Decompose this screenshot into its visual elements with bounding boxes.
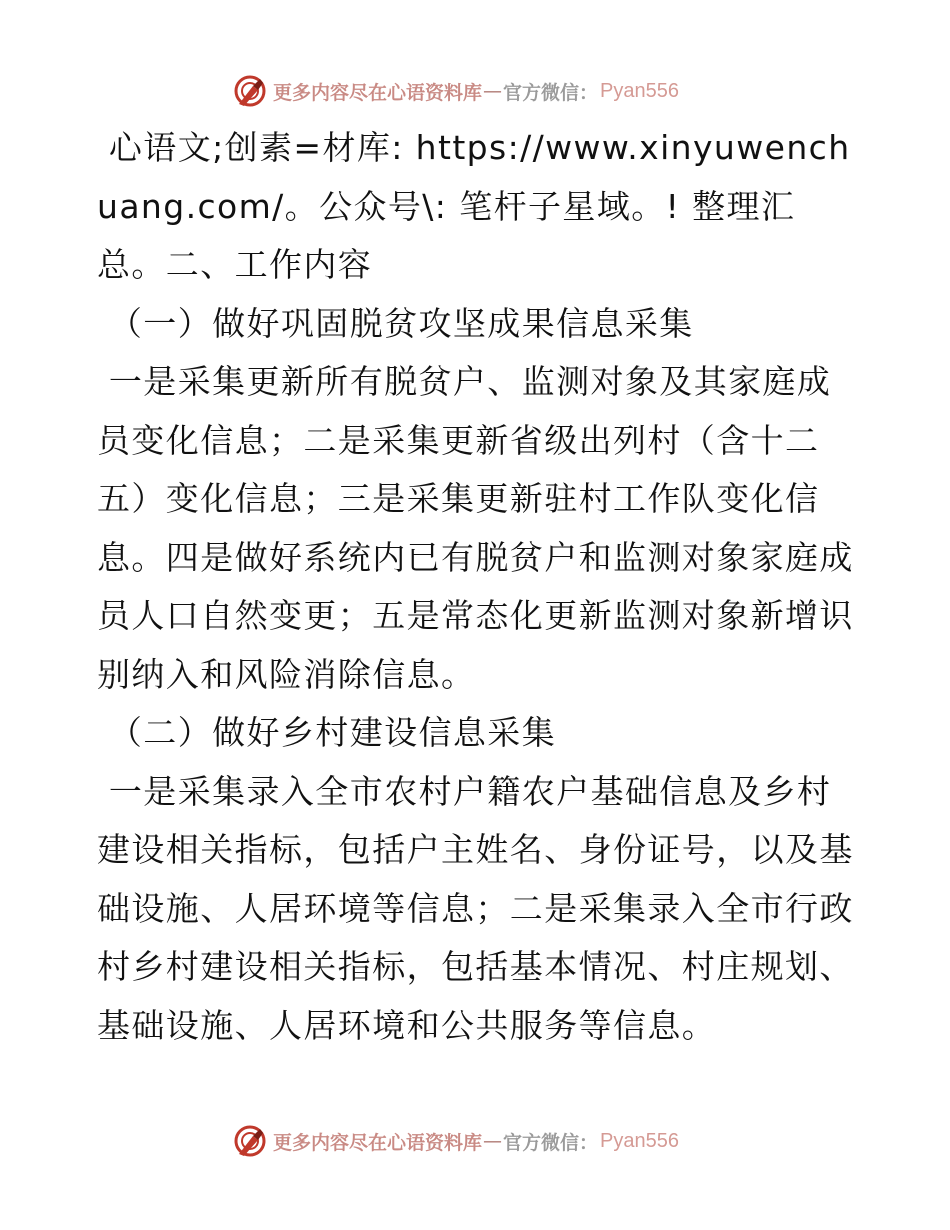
section-heading-2: （二）做好乡村建设信息采集 [97, 713, 557, 752]
watermark-official-label: 官方微信： [503, 1131, 599, 1154]
watermark-main-text: 更多内容尽在心语资料库 [273, 1131, 483, 1154]
section-heading-1: （一）做好巩固脱贫攻坚成果信息采集 [97, 303, 694, 343]
watermark-wechat-id: Pyan556 [600, 1129, 679, 1152]
pen-logo-icon [233, 1124, 267, 1158]
header-watermark [233, 73, 733, 109]
paragraph-section-1: 一是采集更新所有脱贫户、监测对象及其家庭成员变化信息；二是采集更新省级出列村（含十二五）变化信息；三是采集更新驻村工作队变化信息。四是做好系统内已有脱贫户和监测对象家庭成员人口自然变更；五是常态化更新监测对象新增识别纳入和风险消除信息。 [97, 362, 854, 694]
document-body [97, 119, 857, 1055]
watermark-dash: — [483, 1130, 503, 1152]
watermark-official-label: 官方微信： [503, 81, 599, 104]
footer-watermark [233, 1123, 733, 1159]
watermark-wechat-id: Pyan556 [600, 79, 679, 102]
paragraph-intro: 心语文;创素=材库: https://www.xinyuwenchuang.com/。公众号\: 笔杆子星域。! 整理汇总。二、工作内容 [97, 128, 851, 284]
watermark-dash: — [483, 80, 503, 102]
pen-logo-icon [233, 74, 267, 108]
watermark-main-text: 更多内容尽在心语资料库 [273, 81, 483, 104]
paragraph-section-2: 一是采集录入全市农村户籍农户基础信息及乡村建设相关指标，包括户主姓名、身份证号，以及基础设施、人居环境等信息；二是采集录入全市行政村乡村建设相关指标，包括基本情况、村庄规划、基础设施、人居环境和公共服务等信息。 [97, 771, 854, 1045]
